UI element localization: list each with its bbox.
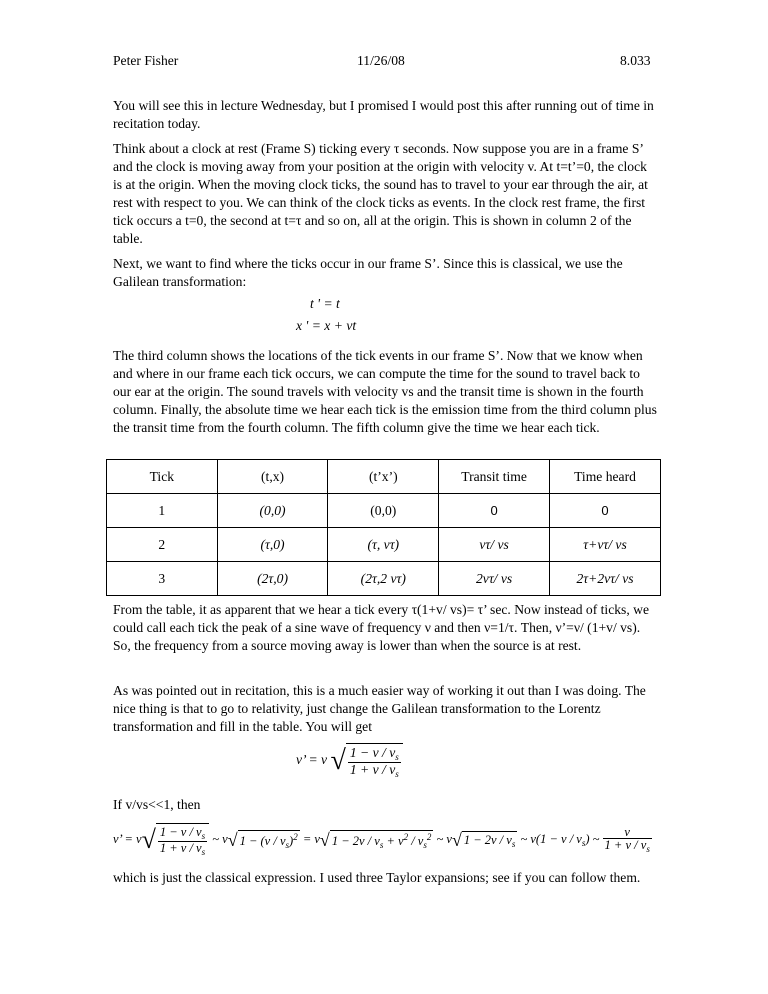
author-name: Peter Fisher bbox=[113, 53, 179, 68]
equation-galilean-x: x ' = x + vt bbox=[296, 318, 357, 333]
table-cell: 2τ+2vτ/ vs bbox=[550, 562, 661, 596]
table-header-row bbox=[107, 460, 661, 494]
paragraph-clock-setup: Think about a clock at rest (Frame S) ticking every τ seconds. Now suppose you are in a frame S’ and the clock is moving away from your position at the origin with velocity v. At t=t’=0, the clock is at the origin. When the moving clock ticks, the sound has to travel to your ear through the air, at rest with respect to you. We can think of the clock ticks as events. In the clock rest frame, the first tick occurs a t=0, the second at t=τ and so on, all at the origin. This is shown in column 2 of the table. bbox=[113, 141, 648, 247]
header-tick: Tick bbox=[107, 460, 218, 494]
equation-relativistic-doppler: ν’ = ν √ $\frac{1 - v / v_s}{1 + v / v_s}$ bbox=[296, 743, 403, 779]
paragraph-galilean-intro: Next, we want to find where the ticks occur in our frame S’. Since this is classical, we use the Galilean transformation: bbox=[113, 256, 623, 290]
equation-taylor-expansion: ν’ = ν√ $\frac{1 - v / v_s}{1 + v / v_s}$ ~ ν√ $1 - (v / v_s)^2 = \nu√$ $1 - 2v / v_s + v^2 / v_s^2$ ~ ν√ $1 - 2v / v_s$ ~ $\nu(1 - v / v_s)$ ~ $\frac{\nu}{1 + v / v_s}$ bbox=[113, 824, 650, 857]
table-cell: 2vτ/ vs bbox=[439, 562, 550, 596]
course-number: 8.033 bbox=[620, 53, 651, 68]
paragraph-conclusion: which is just the classical expression. I used three Taylor expansions; see if you can follow them. bbox=[113, 870, 641, 885]
paragraph-frequency: From the table, it as apparent that we hear a tick every τ(1+v/ vs)= τ’ sec. Now instead of ticks, we could call each tick the peak of a sine wave of frequency ν and then ν=1/τ. Then, ν’=ν/ (1+v/ vs). So, the frequency from a source moving away is lower than when the source is at rest. bbox=[113, 602, 649, 654]
paragraph-approx-condition: If v/vs<<1, then bbox=[113, 797, 201, 812]
paragraph-intro: You will see this in lecture Wednesday, but I promised I would post this after running out of time in recitation today. bbox=[113, 98, 654, 132]
table-cell: (0,0) bbox=[217, 494, 328, 528]
table-cell: 2 bbox=[107, 528, 218, 562]
date: 11/26/08 bbox=[357, 53, 405, 68]
paragraph-relativity: As was pointed out in recitation, this is a much easier way of working it out than I was doing. The nice thing is that to go to relativity, just change the Galilean transformation to the Lorentz transformation and fill in the table. You will get bbox=[113, 683, 646, 735]
header-time-heard: Time heard bbox=[550, 460, 661, 494]
table-row bbox=[107, 494, 661, 528]
tick-table bbox=[106, 459, 661, 596]
table-cell: 1 bbox=[107, 494, 218, 528]
equation-galilean-t: t ' = t bbox=[310, 296, 340, 311]
table-cell: (0,0) bbox=[328, 494, 439, 528]
header-transit: Transit time bbox=[439, 460, 550, 494]
table-row bbox=[107, 562, 661, 596]
header-txprime: (t’x’) bbox=[328, 460, 439, 494]
paragraph-third-column: The third column shows the locations of the tick events in our frame S’. Now that we know when and where in our frame each tick occurs, we can compute the time for the sound to travel back to our ear at the origin. The sound travels with velocity vs and the transit time is shown in the fourth column. Finally, the absolute time we hear each tick is the emission time from the third column plus the transit time from the fourth column. The fifth column give the time we hear each tick. bbox=[113, 348, 657, 436]
table-cell: 0 bbox=[550, 494, 661, 528]
table-cell: (2τ,0) bbox=[217, 562, 328, 596]
table-cell: (τ, vτ) bbox=[328, 528, 439, 562]
table-cell: 0 bbox=[439, 494, 550, 528]
table-row bbox=[107, 528, 661, 562]
table-cell: (τ,0) bbox=[217, 528, 328, 562]
table-cell: τ+vτ/ vs bbox=[550, 528, 661, 562]
table-cell: vτ/ vs bbox=[439, 528, 550, 562]
table-cell: (2τ,2 vτ) bbox=[328, 562, 439, 596]
header-tx: (t,x) bbox=[217, 460, 328, 494]
table-cell: 3 bbox=[107, 562, 218, 596]
page-header bbox=[113, 53, 655, 71]
